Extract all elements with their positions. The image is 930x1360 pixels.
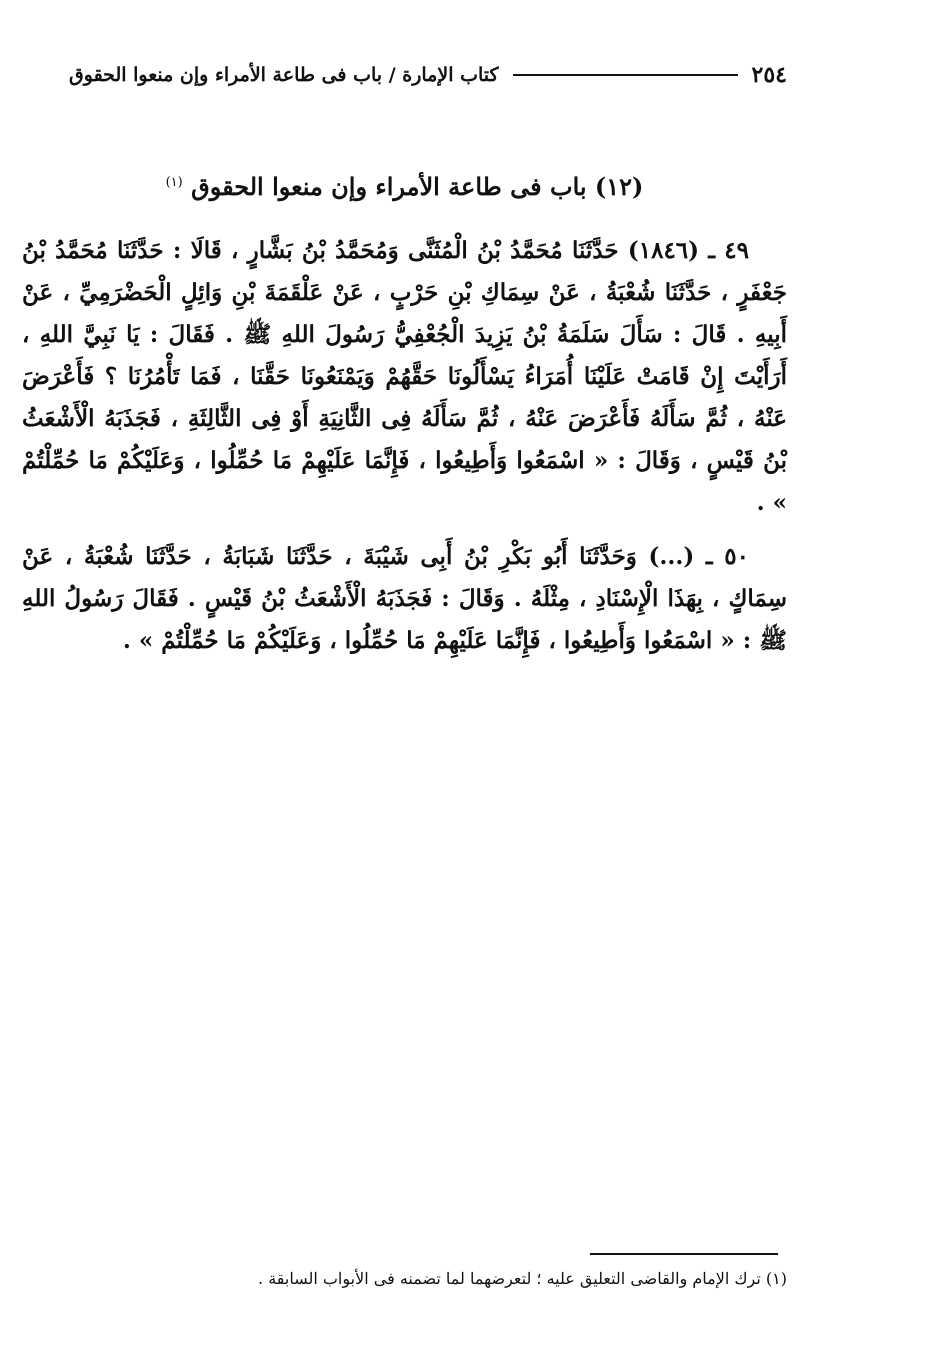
header-rule (513, 74, 738, 76)
footnote: (١) ترك الإمام والقاضى التعليق عليه ؛ لتعرضهما لما تضمنه فى الأبواب السابقة . (258, 1269, 787, 1288)
footnote-marker: (١) (165, 175, 183, 190)
page-number: ٢٥٤ (751, 62, 787, 88)
hadith-50: ٥٠ ـ (...) وَحَدَّثَنَا أَبُو بَكْرِ بْنُ أَبِى شَيْبَةَ ، حَدَّثَنَا شَبَابَةُ ، حَدَّثَنَا شُعْبَةُ ، عَنْ سِمَاكٍ ، بِهَذَا الْإِسْنَادِ ، مِثْلَهُ . وَقَالَ : فَجَذَبَهُ الْأَشْعَثُ بْنُ قَيْسٍ . فَقَالَ رَسُولُ اللهِ ﷺ : « اسْمَعُوا وَأَطِيعُوا ، فَإِنَّمَا عَلَيْهِمْ مَا حُمِّلُوا ، وَعَلَيْكُمْ مَا حُمِّلْتُمْ » . (22, 543, 787, 654)
chapter-heading-text: (١٢) باب فى طاعة الأمراء وإن منعوا الحقوق (191, 172, 644, 201)
chapter-heading (22, 172, 787, 201)
running-title: كتاب الإمارة / باب فى طاعة الأمراء وإن منعوا الحقوق (69, 64, 499, 86)
running-header (22, 58, 787, 92)
hadith-body (22, 230, 787, 674)
hadith-49: ٤٩ ـ (١٨٤٦) حَدَّثَنَا مُحَمَّدُ بْنُ الْمُثَنَّى وَمُحَمَّدُ بْنُ بَشَّارٍ ، قَالَا : حَدَّثَنَا مُحَمَّدُ بْنُ جَعْفَرٍ ، حَدَّثَنَا شُعْبَةُ ، عَنْ سِمَاكِ بْنِ حَرْبٍ ، عَنْ عَلْقَمَةَ بْنِ وَائِلٍ الْحَضْرَمِيِّ ، عَنْ أَبِيهِ . قَالَ : سَأَلَ سَلَمَةُ بْنُ يَزِيدَ الْجُعْفِيُّ رَسُولَ اللهِ ﷺ . فَقَالَ : يَا نَبِيَّ اللهِ ، أَرَأَيْتَ إِنْ قَامَتْ عَلَيْنَا أُمَرَاءُ يَسْأَلُونَا حَقَّهُمْ وَيَمْنَعُونَا حَقَّنَا ، فَمَا تَأْمُرُنَا ؟ فَأَعْرَضَ عَنْهُ ، ثُمَّ سَأَلَهُ فَأَعْرَضَ عَنْهُ ، ثُمَّ سَأَلَهُ فِى الثَّانِيَةِ أَوْ فِى الثَّالِثَةِ ، فَجَذَبَهُ الْأَشْعَثُ بْنُ قَيْسٍ ، وَقَالَ : « اسْمَعُوا وَأَطِيعُوا ، فَإِنَّمَا عَلَيْهِمْ مَا حُمِّلُوا ، وَعَلَيْكُمْ مَا حُمِّلْتُمْ » . (22, 237, 787, 516)
footnote-rule (590, 1253, 778, 1255)
